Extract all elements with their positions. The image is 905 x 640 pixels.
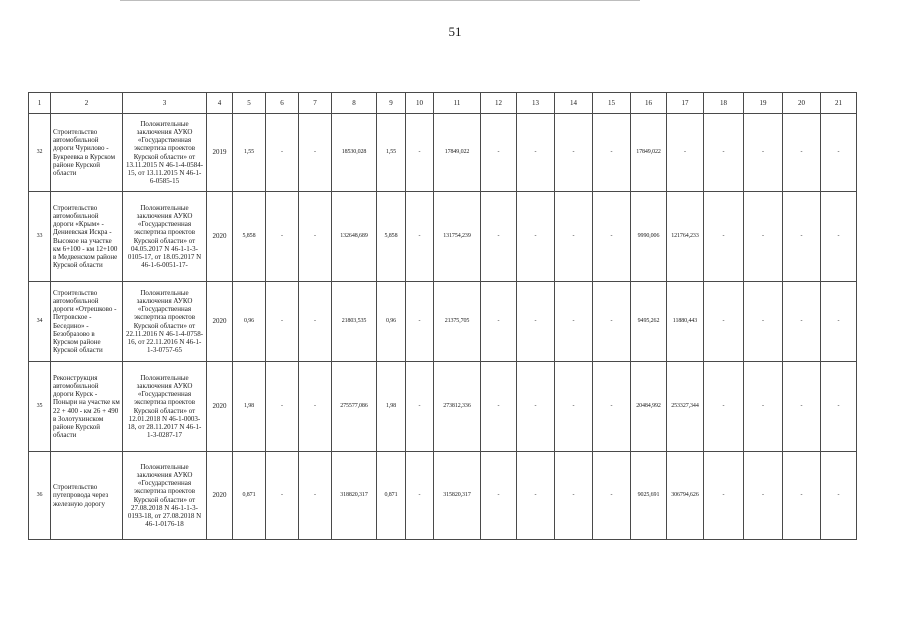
- col-5-cell: 0,96: [233, 282, 266, 362]
- table-row: [29, 282, 857, 362]
- column-number-21: 21: [821, 93, 857, 114]
- col-20-cell: -: [783, 362, 821, 452]
- col-20-cell: -: [783, 114, 821, 192]
- col-13-cell: -: [517, 282, 555, 362]
- col-11-cell: 315820,317: [434, 452, 481, 540]
- col-17-cell: 253327,344: [667, 362, 704, 452]
- col-20-cell: -: [783, 452, 821, 540]
- column-number-7: 7: [299, 93, 332, 114]
- col-14-cell: -: [555, 192, 593, 282]
- column-number-4: 4: [207, 93, 233, 114]
- col-19-cell: -: [744, 114, 783, 192]
- column-number-11: 11: [434, 93, 481, 114]
- column-number-16: 16: [631, 93, 667, 114]
- col-15-cell: -: [593, 362, 631, 452]
- col-9-cell: 5,858: [377, 192, 406, 282]
- col-21-cell: -: [821, 362, 857, 452]
- col-13-cell: -: [517, 452, 555, 540]
- row-number-cell: 34: [29, 282, 51, 362]
- col-13-cell: -: [517, 114, 555, 192]
- col-17-cell: 11880,443: [667, 282, 704, 362]
- column-number-1: 1: [29, 93, 51, 114]
- row-number-cell: 32: [29, 114, 51, 192]
- expertise-conclusion-cell: Положительные заключения АУКО «Государственная экспертиза проектов Курской области» от 22.11.2016 N 46-1-4-0758-16, от 22.11.2016 N 46-1-1-3-0757-65: [123, 282, 207, 362]
- col-8-cell: 18530,028: [332, 114, 377, 192]
- col-21-cell: -: [821, 282, 857, 362]
- col-5-cell: 1,55: [233, 114, 266, 192]
- col-12-cell: -: [481, 114, 517, 192]
- column-number-9: 9: [377, 93, 406, 114]
- col-16-cell: 20484,992: [631, 362, 667, 452]
- col-14-cell: -: [555, 362, 593, 452]
- col-15-cell: -: [593, 452, 631, 540]
- col-15-cell: -: [593, 114, 631, 192]
- col-19-cell: -: [744, 362, 783, 452]
- col-17-cell: 306794,626: [667, 452, 704, 540]
- col-10-cell: -: [406, 114, 434, 192]
- table-row: [29, 452, 857, 540]
- col-16-cell: 9495,262: [631, 282, 667, 362]
- expertise-conclusion-cell: Положительные заключения АУКО «Государственная экспертиза проектов Курской области» от 13.11.2015 N 46-1-4-0584-15, от 13.11.2015 N 46-1-6-0585-15: [123, 114, 207, 192]
- col-11-cell: 273812,336: [434, 362, 481, 452]
- col-8-cell: 318820,317: [332, 452, 377, 540]
- column-number-17: 17: [667, 93, 704, 114]
- col-21-cell: -: [821, 192, 857, 282]
- year-cell: 2019: [207, 114, 233, 192]
- col-16-cell: 17849,022: [631, 114, 667, 192]
- row-number-cell: 36: [29, 452, 51, 540]
- col-9-cell: 0,96: [377, 282, 406, 362]
- col-7-cell: -: [299, 114, 332, 192]
- expertise-conclusion-cell: Положительные заключения АУКО «Государственная экспертиза проектов Курской области» от 12.01.2018 N 46-1-0003-18, от 28.11.2017 N 46-1-1-3-0287-17: [123, 362, 207, 452]
- col-7-cell: -: [299, 282, 332, 362]
- col-6-cell: -: [266, 114, 299, 192]
- col-12-cell: -: [481, 452, 517, 540]
- col-7-cell: -: [299, 192, 332, 282]
- year-cell: 2020: [207, 282, 233, 362]
- col-9-cell: 1,98: [377, 362, 406, 452]
- col-14-cell: -: [555, 114, 593, 192]
- column-number-8: 8: [332, 93, 377, 114]
- col-11-cell: 21375,705: [434, 282, 481, 362]
- column-number-12: 12: [481, 93, 517, 114]
- scan-artifact-top: [120, 0, 640, 1]
- col-5-cell: 5,858: [233, 192, 266, 282]
- object-name-cell: Строительство путепровода через железную дорогу: [51, 452, 123, 540]
- col-7-cell: -: [299, 452, 332, 540]
- col-9-cell: 1,55: [377, 114, 406, 192]
- col-17-cell: 121764,233: [667, 192, 704, 282]
- col-18-cell: -: [704, 114, 744, 192]
- row-number-cell: 33: [29, 192, 51, 282]
- col-10-cell: -: [406, 362, 434, 452]
- col-19-cell: -: [744, 192, 783, 282]
- col-10-cell: -: [406, 282, 434, 362]
- object-name-cell: Строительство автомобильной дороги «Отрешково - Петровское - Беседино» - Безобразово в Курском районе Курской области: [51, 282, 123, 362]
- col-5-cell: 0,871: [233, 452, 266, 540]
- header-row: [29, 93, 857, 114]
- col-21-cell: -: [821, 114, 857, 192]
- column-number-5: 5: [233, 93, 266, 114]
- col-17-cell: -: [667, 114, 704, 192]
- table-row: [29, 192, 857, 282]
- column-number-14: 14: [555, 93, 593, 114]
- data-table: [28, 92, 857, 540]
- col-10-cell: -: [406, 452, 434, 540]
- col-16-cell: 9025,691: [631, 452, 667, 540]
- year-cell: 2020: [207, 362, 233, 452]
- object-name-cell: Реконструкция автомобильной дороги Курск - Поныри на участке км 22 + 400 - км 26 + 490 в Золотухинском районе Курской области: [51, 362, 123, 452]
- column-number-3: 3: [123, 93, 207, 114]
- col-14-cell: -: [555, 282, 593, 362]
- year-cell: 2020: [207, 452, 233, 540]
- expertise-conclusion-cell: Положительные заключения АУКО «Государственная экспертиза проектов Курской области» от 04.05.2017 N 46-1-1-3-0105-17, от 18.05.2017 N 46-1-6-0051-17-: [123, 192, 207, 282]
- col-13-cell: -: [517, 362, 555, 452]
- col-8-cell: 132648,689: [332, 192, 377, 282]
- col-12-cell: -: [481, 282, 517, 362]
- table-row: [29, 114, 857, 192]
- row-number-cell: 35: [29, 362, 51, 452]
- col-15-cell: -: [593, 282, 631, 362]
- col-6-cell: -: [266, 452, 299, 540]
- col-6-cell: -: [266, 282, 299, 362]
- expertise-conclusion-cell: Положительные заключения АУКО «Государственная экспертиза проектов Курской области» от 27.08.2018 N 46-1-1-3-0193-18, от 27.08.2018 N 46-1-0176-18: [123, 452, 207, 540]
- col-19-cell: -: [744, 282, 783, 362]
- table-row: [29, 362, 857, 452]
- col-13-cell: -: [517, 192, 555, 282]
- col-8-cell: 21803,535: [332, 282, 377, 362]
- col-18-cell: -: [704, 362, 744, 452]
- column-number-20: 20: [783, 93, 821, 114]
- col-8-cell: 275577,086: [332, 362, 377, 452]
- col-15-cell: -: [593, 192, 631, 282]
- col-18-cell: -: [704, 282, 744, 362]
- column-number-19: 19: [744, 93, 783, 114]
- col-16-cell: 9990,006: [631, 192, 667, 282]
- col-10-cell: -: [406, 192, 434, 282]
- column-number-2: 2: [51, 93, 123, 114]
- col-20-cell: -: [783, 282, 821, 362]
- col-12-cell: -: [481, 192, 517, 282]
- col-7-cell: -: [299, 362, 332, 452]
- object-name-cell: Строительство автомобильной дороги Чурилово - Букреевка в Курском районе Курской области: [51, 114, 123, 192]
- col-6-cell: -: [266, 192, 299, 282]
- column-number-18: 18: [704, 93, 744, 114]
- col-12-cell: -: [481, 362, 517, 452]
- col-6-cell: -: [266, 362, 299, 452]
- col-5-cell: 1,98: [233, 362, 266, 452]
- col-9-cell: 0,871: [377, 452, 406, 540]
- col-21-cell: -: [821, 452, 857, 540]
- object-name-cell: Строительство автомобильной дороги «Крым» - Дениевская Искра - Высокое на участке км 6+100 - км 12+100 в Медвенском районе Курской области: [51, 192, 123, 282]
- col-11-cell: 131754,239: [434, 192, 481, 282]
- col-20-cell: -: [783, 192, 821, 282]
- col-14-cell: -: [555, 452, 593, 540]
- page-number: 51: [448, 24, 462, 39]
- column-number-13: 13: [517, 93, 555, 114]
- col-18-cell: -: [704, 192, 744, 282]
- col-18-cell: -: [704, 452, 744, 540]
- col-11-cell: 17849,022: [434, 114, 481, 192]
- column-number-6: 6: [266, 93, 299, 114]
- column-number-15: 15: [593, 93, 631, 114]
- year-cell: 2020: [207, 192, 233, 282]
- column-number-10: 10: [406, 93, 434, 114]
- col-19-cell: -: [744, 452, 783, 540]
